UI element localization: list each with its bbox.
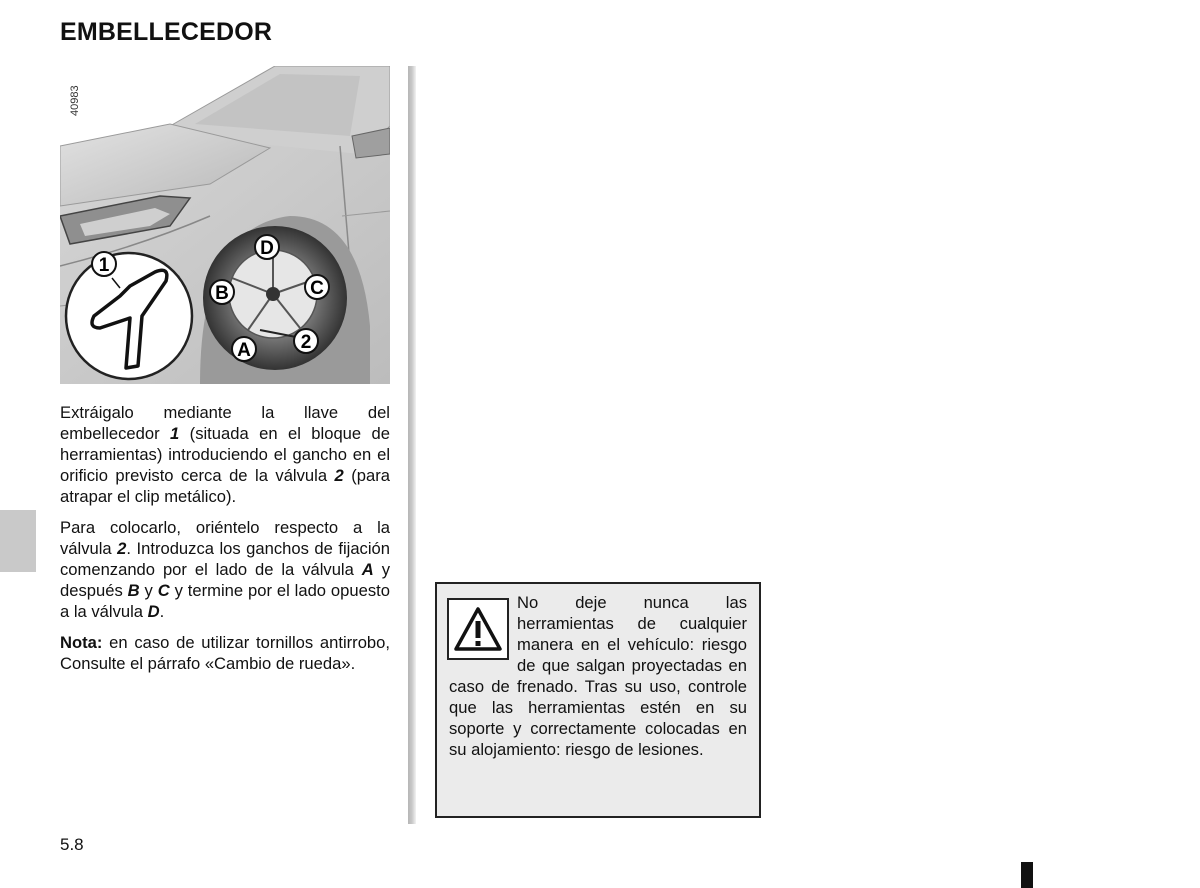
- text-run: y termine por el lado opuesto a la válvula: [60, 581, 390, 621]
- paragraph-removal: [60, 402, 390, 507]
- callout-c-label: C: [310, 278, 324, 299]
- callout-a-label: A: [237, 340, 251, 361]
- column-separator: [408, 66, 416, 824]
- text-run: C: [157, 581, 170, 600]
- text-run: . Introduzca los ganchos de fijación comenzando por el lado de la válvula: [60, 539, 390, 579]
- text-run: 2: [334, 466, 344, 485]
- callout-b-label: B: [215, 283, 229, 304]
- text-run: A: [361, 560, 374, 579]
- text-run: D: [147, 602, 160, 621]
- callout-1-label: 1: [98, 255, 110, 276]
- text-run: .: [159, 602, 165, 621]
- text-run: (para atrapar el clip metálico).: [60, 466, 390, 506]
- chapter-tab: [0, 510, 36, 572]
- paragraph-fitting: [60, 517, 390, 622]
- text-run: Extráigalo mediante la llave del embellecedor: [60, 403, 390, 443]
- corner-mark: [1021, 862, 1033, 888]
- text-run: 2: [117, 539, 127, 558]
- text-run: y después: [60, 560, 390, 600]
- page-number: 5.8: [60, 835, 84, 854]
- text-run: (situada en el bloque de herramientas) introduciendo el gancho en el orificio previsto cerca de la válvula: [60, 424, 390, 485]
- figure-ref-number: 40983: [69, 85, 81, 116]
- text-run: y: [139, 581, 158, 600]
- page-title: EMBELLECEDOR: [60, 18, 273, 46]
- callout-d-label: D: [260, 238, 274, 259]
- warning-box: [435, 582, 761, 818]
- car-wheel-illustration: [60, 66, 390, 384]
- text-run: Para colocarlo, oriéntelo respecto a la válvula: [60, 518, 390, 558]
- text-run: Nota:: [60, 633, 103, 652]
- warning-text: No deje nunca las herramientas de cualquier manera en el vehículo: riesgo de que salgan proyectadas en caso de frenado. Tras su uso, controle que las herramientas estén en su soporte y correctamente colocadas en su alojamiento: riesgo de lesiones.: [449, 593, 747, 759]
- callout-2-label: 2: [300, 332, 312, 353]
- warning-triangle-icon: [447, 598, 509, 660]
- body-text: [60, 402, 390, 684]
- paragraph-note: [60, 632, 390, 674]
- text-run: en caso de utilizar tornillos antirrobo, Consulte el párrafo «Cambio de rueda».: [60, 633, 390, 673]
- text-run: 1: [170, 424, 180, 443]
- text-run: B: [127, 581, 140, 600]
